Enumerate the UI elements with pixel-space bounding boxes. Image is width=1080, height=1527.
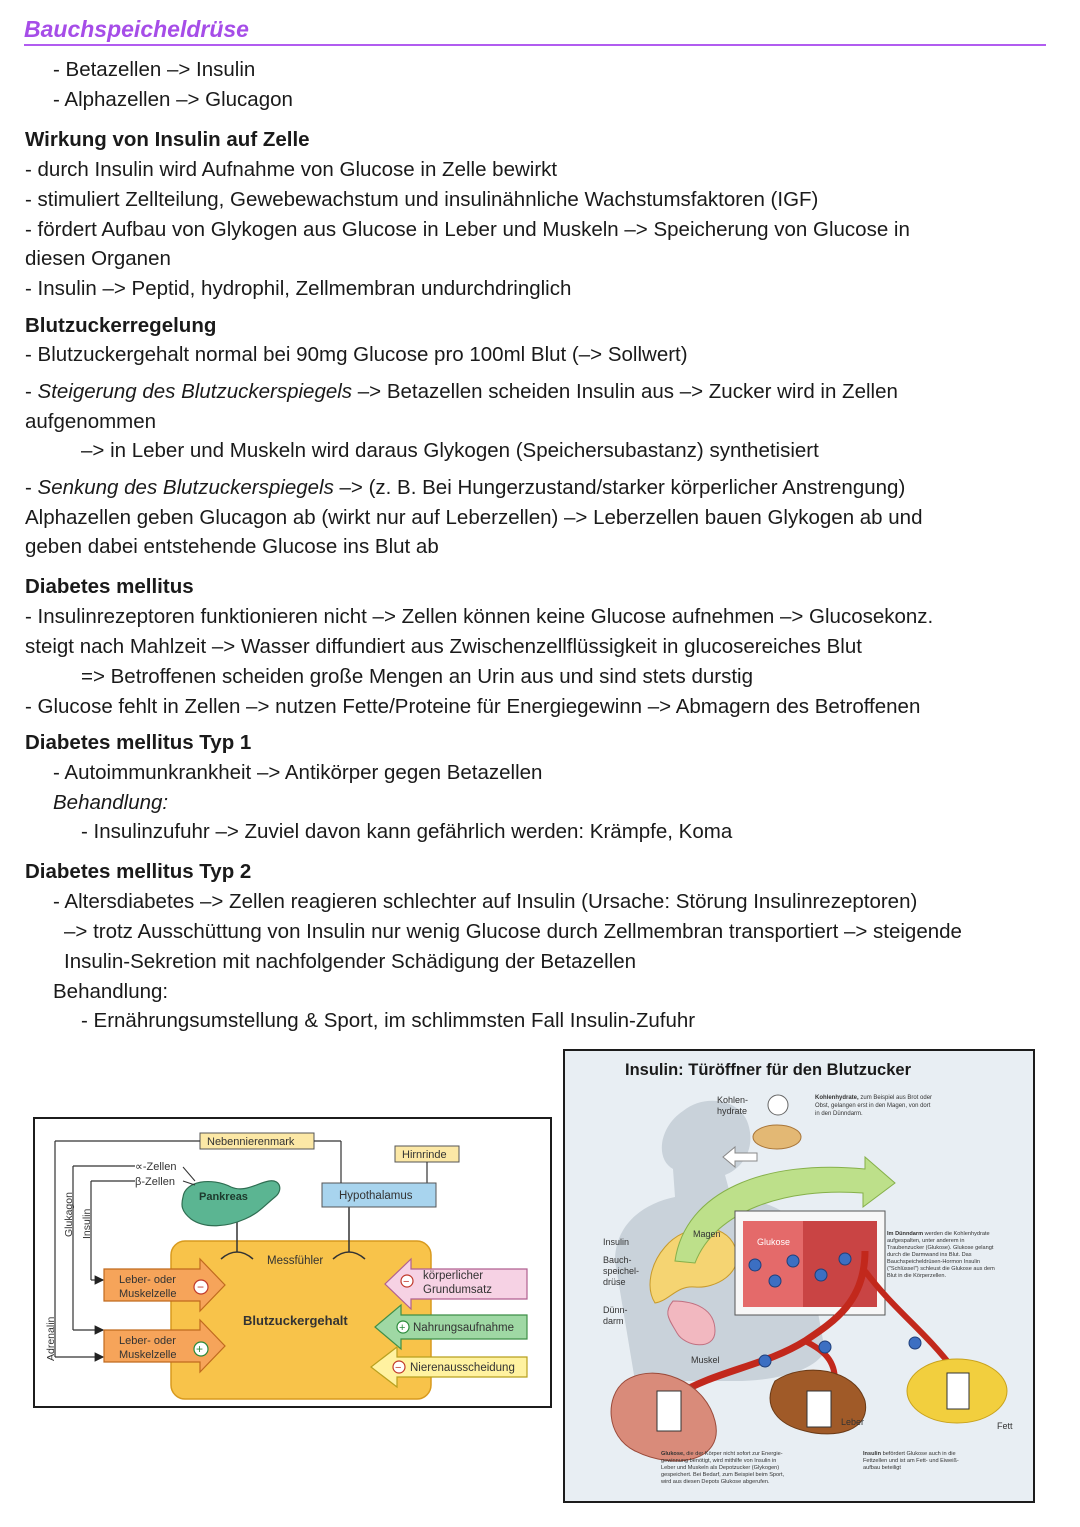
text-line: - fördert Aufbau von Glykogen aus Glucose in Leber und Muskeln –> Speicherung von Glucose in <box>25 218 910 241</box>
liver-cell-label: Leber- oder <box>119 1335 176 1347</box>
pancreas-label: drüse <box>603 1277 626 1287</box>
minus-sign: − <box>395 1362 402 1374</box>
carbs-label: Kohlen- <box>717 1095 749 1105</box>
basal-metabolism-label: körperlicher <box>423 1270 484 1282</box>
section-heading: Blutzuckerregelung <box>25 314 217 337</box>
text-line: - Insulinrezeptoren funktionieren nicht –> Zellen können keine Glucose aufnehmen –> Glucosekonz. <box>25 605 934 628</box>
text-line: - Ernährungsumstellung & Sport, im schlimmsten Fall Insulin-Zufuhr <box>81 1009 696 1032</box>
insulin-note: aufbau beteiligt <box>863 1465 901 1471</box>
insulin-note: Insulin befördert Glukose auch in die <box>863 1451 956 1457</box>
small-intestine-label: darm <box>603 1316 624 1326</box>
glucose-note: gewinnung benötigt, wird mithilfe von Insulin in <box>661 1458 777 1464</box>
section-heading: Diabetes mellitus <box>25 575 194 598</box>
kidney-excretion-label: Nierenausscheidung <box>410 1362 515 1374</box>
small-intestine-note: Im Dünndarm werden die Kohlenhydrate <box>887 1231 990 1237</box>
small-intestine-note: durch die Darmwand ins Blut. Das <box>887 1252 972 1258</box>
small-intestine-note: Bauchspeicheldrüsen-Hormon Insulin <box>887 1259 980 1265</box>
liver-cell-label: Leber- oder <box>119 1274 176 1286</box>
adrenaline-label: Adrenalin <box>45 1316 57 1361</box>
text-line: Insulin-Sekretion mit nachfolgender Schädigung der Betazellen <box>64 950 637 973</box>
text-line: - Altersdiabetes –> Zellen reagieren schlechter auf Insulin (Ursache: Störung Insulinrezeptoren) <box>53 890 918 913</box>
illustration-title: Insulin: Türöffner für den Blutzucker <box>625 1061 912 1079</box>
text-line: - Glucose fehlt in Zellen –> nutzen Fette/Proteine für Energiegewinn –> Abmagern des Betroffenen <box>25 695 921 718</box>
text-line: –> trotz Ausschüttung von Insulin nur wenig Glucose durch Zellmembran transportiert –> steigende <box>64 920 962 943</box>
text-line: - Blutzuckergehalt normal bei 90mg Glucose pro 100ml Blut (–> Sollwert) <box>25 343 688 366</box>
beta-cells-label: β-Zellen <box>135 1176 175 1188</box>
glucose-note: Leber und Muskeln als Depotzucker (Glykogen) <box>661 1465 780 1471</box>
text-line: steigt nach Mahlzeit –> Wasser diffundiert aus Zwischenzellflüssigkeit in glucosereiches Blut <box>25 635 862 658</box>
insulin-door-opener-illustration <box>563 1049 1035 1503</box>
plus-sign: + <box>196 1342 204 1356</box>
glucose-note: gespeichert. Bei Bedarf, zum Beispiel beim Sport, <box>661 1472 785 1478</box>
glucose-label: Glukose <box>757 1237 791 1247</box>
sensor-label: Messfühler <box>267 1255 324 1267</box>
carbs-label: hydrate <box>717 1106 748 1116</box>
small-intestine-note: Blut in die Körperzellen. <box>887 1273 947 1279</box>
food-intake-label: Nahrungsaufnahme <box>413 1322 515 1334</box>
liver-cell-label: Muskelzelle <box>119 1349 177 1361</box>
text-line: - Autoimmunkrankheit –> Antikörper gegen Betazellen <box>53 761 543 784</box>
alpha-cells-label: ∝-Zellen <box>135 1161 177 1173</box>
small-intestine-note: aufgespalten, unter anderem in <box>887 1238 965 1244</box>
pancreas-label: speichel- <box>603 1266 640 1276</box>
text-line: - Senkung des Blutzuckerspiegels –> (z. B. Bei Hungerzustand/starker körperlicher Anstrengung) <box>25 476 906 499</box>
small-intestine-label: Dünn- <box>603 1305 628 1315</box>
blood-sugar-label: Blutzuckergehalt <box>243 1313 348 1328</box>
muscle-label: Muskel <box>691 1355 720 1365</box>
section-heading: Wirkung von Insulin auf Zelle <box>25 128 310 151</box>
minus-sign: − <box>403 1276 410 1288</box>
title-underline <box>24 44 1046 46</box>
text-line: - Steigerung des Blutzuckerspiegels –> Betazellen scheiden Insulin aus –> Zucker wird in Zellen <box>25 380 898 403</box>
carbs-note: Obst, gelangen erst in den Magen, von dort <box>815 1103 931 1109</box>
plus-sign: + <box>399 1322 406 1334</box>
page-title: Bauchspeicheldrüse <box>24 16 249 42</box>
stomach-label: Magen <box>693 1229 721 1239</box>
text-line: - Alphazellen –> Glucagon <box>53 88 293 111</box>
carbs-note: in den Dünndarm. <box>815 1111 863 1117</box>
liver-cell-label: Muskelzelle <box>119 1288 177 1300</box>
bread-shape <box>753 1125 801 1149</box>
text-line: diesen Organen <box>25 247 171 270</box>
fat-label: Fett <box>997 1421 1013 1431</box>
text-line: aufgenommen <box>25 410 157 433</box>
basal-metabolism-label: Grundumsatz <box>423 1284 493 1296</box>
text-line: –> in Leber und Muskeln wird daraus Glykogen (Speichersubastanz) synthetisiert <box>81 439 819 462</box>
insulin-note: Fettzellen und ist am Fett- und Eiweiß- <box>863 1458 959 1464</box>
adrenal-medulla-label: Nebennierenmark <box>207 1136 295 1148</box>
small-intestine-note: Traubenzucker (Glukose). Glukose gelangt <box>887 1245 994 1251</box>
text-line: - durch Insulin wird Aufnahme von Glucose in Zelle bewirkt <box>25 158 558 181</box>
insulin-label: Insulin <box>603 1237 630 1247</box>
text-line: - Insulin –> Peptid, hydrophil, Zellmembran undurchdringlich <box>25 277 572 300</box>
text-line: - Insulinzufuhr –> Zuviel davon kann gefährlich werden: Krämpfe, Koma <box>81 820 733 843</box>
pancreas-shape <box>182 1181 280 1226</box>
small-intestine-note: ("Schlüssel") schleust die Glukose aus dem <box>887 1266 995 1272</box>
section-heading: Diabetes mellitus Typ 1 <box>25 731 252 754</box>
liver-label: Leber <box>841 1417 865 1427</box>
text-line: geben dabei entstehende Glucose ins Blut ab <box>25 535 439 558</box>
section-heading: Diabetes mellitus Typ 2 <box>25 860 252 883</box>
blood-sugar-regulation-diagram <box>33 1117 552 1408</box>
text-line: - Betazellen –> Insulin <box>53 58 256 81</box>
glucose-note: wird aus diesen Depots Glukose abgerufen. <box>661 1479 770 1485</box>
text-line: Alphazellen geben Glucagon ab (wirkt nur auf Leberzellen) –> Leberzellen bauen Glykogen ab und <box>25 506 923 529</box>
text-line: Behandlung: <box>53 980 169 1003</box>
pancreas-label: Pankreas <box>199 1191 248 1203</box>
insulin-label: Insulin <box>81 1208 93 1239</box>
cortex-label: Hirnrinde <box>402 1149 447 1161</box>
hypothalamus-label: Hypothalamus <box>339 1190 413 1202</box>
minus-sign: − <box>197 1280 205 1294</box>
text-line: Behandlung: <box>53 791 169 814</box>
text-line: - stimuliert Zellteilung, Gewebewachstum und insulinähnliche Wachstumsfaktoren (IGF) <box>25 188 819 211</box>
text-line: => Betroffenen scheiden große Mengen an Urin aus und sind stets durstig <box>81 665 753 688</box>
glucagon-label: Glukagon <box>63 1192 75 1237</box>
glucose-note: Glukose, die der Körper nicht sofort zur Energie- <box>661 1451 783 1457</box>
pancreas-label: Bauch- <box>603 1255 632 1265</box>
carbs-note: Kohlenhydrate, zum Beispiel aus Brot oder <box>815 1095 933 1101</box>
